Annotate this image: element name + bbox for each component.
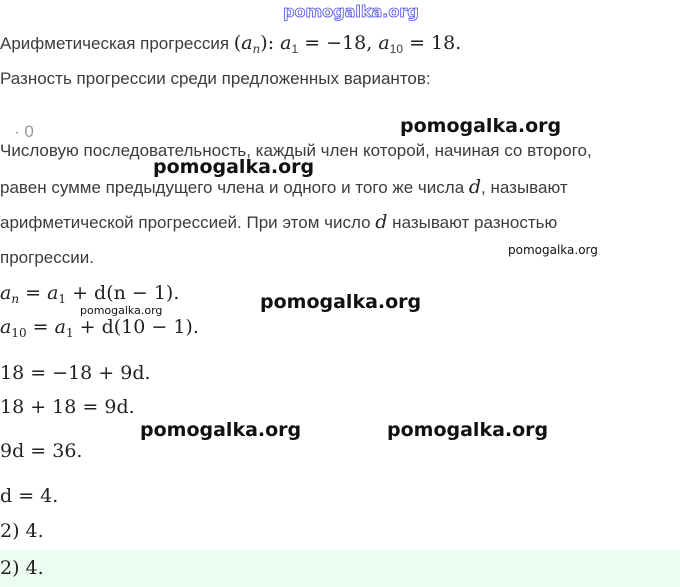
question-line <box>0 32 461 56</box>
formula-7: 2) 4. <box>0 520 44 542</box>
question-prefix: Арифметическая прогрессия <box>0 34 234 53</box>
explanation-line-3b: называют разностью <box>387 213 558 232</box>
formula-1 <box>0 282 179 306</box>
f2-s1: a <box>0 316 12 338</box>
f1-s1: a <box>0 282 12 304</box>
a10-value: = 18. <box>403 32 462 54</box>
formula-6: d = 4. <box>0 485 59 507</box>
question-prompt: Разность прогрессии среди предложенных вариантов: <box>0 69 431 88</box>
f1-sub2: 1 <box>58 292 67 306</box>
answer-box <box>0 550 680 587</box>
partial-option: · 0 <box>14 122 34 141</box>
paren-open: ( <box>233 32 242 54</box>
formula-3: 18 = −18 + 9d. <box>0 362 151 384</box>
explanation-line-2 <box>0 176 568 198</box>
a1-symbol: a <box>280 32 292 54</box>
watermark-6: pomogalka.org <box>140 419 302 441</box>
f2-mid: = <box>26 316 55 338</box>
watermark-7: pomogalka.org <box>387 419 549 441</box>
seq-symbol: a <box>241 32 253 54</box>
a10-symbol: a <box>378 32 390 54</box>
colon: ): <box>260 32 281 54</box>
explanation-line-2a: равен сумме предыдущего члена и одного и того же числа <box>0 178 469 197</box>
answer-text: 2) 4. <box>0 557 44 579</box>
watermark-top: pomogalka.org <box>283 2 419 21</box>
watermark-5: pomogalka.org <box>80 304 163 317</box>
f1-mid: = <box>19 282 48 304</box>
explanation-line-2b: , называют <box>481 178 568 197</box>
explanation-line-3a: арифметической прогрессией. При этом число <box>0 213 376 232</box>
f1-rest: + d(n − 1). <box>66 282 180 304</box>
seq-subscript: n <box>252 42 261 56</box>
watermark-4: pomogalka.org <box>260 291 422 313</box>
a1-subscript: 1 <box>291 42 299 56</box>
explanation-line-3 <box>0 211 557 233</box>
d-symbol-2: d <box>375 211 388 233</box>
watermark-3: pomogalka.org <box>508 243 598 257</box>
watermark-1: pomogalka.org <box>400 115 562 137</box>
explanation-line-4: прогрессии. <box>0 248 94 267</box>
explanation-line-1: Числовую последовательность, каждый член которой, начиная со второго, <box>0 141 592 160</box>
formula-5: 9d = 36. <box>0 440 83 462</box>
a10-subscript: 10 <box>389 42 404 56</box>
f2-s2: a <box>54 316 66 338</box>
d-symbol: d <box>468 176 482 198</box>
watermark-2: pomogalka.org <box>153 156 315 178</box>
formula-4: 18 + 18 = 9d. <box>0 396 135 418</box>
f2-sub1: 10 <box>11 326 27 340</box>
a1-value: = −18, <box>298 32 379 54</box>
f2-rest: + d(10 − 1). <box>73 316 199 338</box>
f1-s2: a <box>47 282 59 304</box>
formula-2 <box>0 316 199 340</box>
f1-sub1: n <box>11 292 20 306</box>
f2-sub2: 1 <box>65 326 74 340</box>
